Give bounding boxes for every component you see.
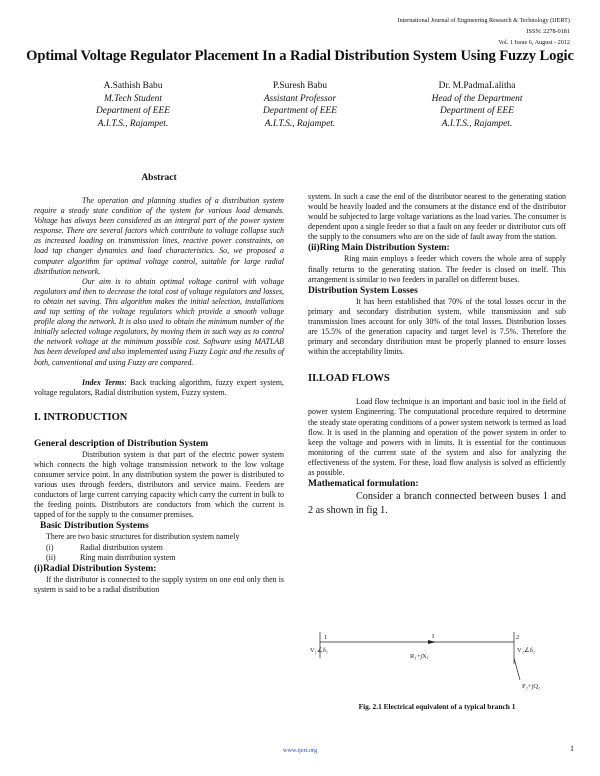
author-role: Head of the Department bbox=[431, 93, 523, 104]
index-terms-label: Index Terms bbox=[82, 377, 125, 387]
intro-paragraph-1: Distribution system is that part of the electric power system which connects the high voltage transmission network to the low voltage consumer service point. In any distribution system the power is distributed to various uses through feeders, distributors and service mains. Feeders are conductors of large current carrying capacity which carry the current in bulk to the feeding points. Distributors are conductors from which the current is tapped of for the supply to the consumer premises. bbox=[34, 449, 284, 520]
list-number: (i) bbox=[46, 542, 54, 552]
left-column bbox=[34, 172, 284, 595]
load-arrow bbox=[514, 658, 520, 680]
voltage-2: V₂∠δ₂ bbox=[517, 647, 536, 654]
load-flows-heading: II.LOAD FLOWS bbox=[308, 373, 390, 385]
sub-math-formulation: Mathematical formulation: bbox=[308, 479, 419, 490]
sub-radial-distribution: (i)Radial Distribution System: bbox=[34, 563, 157, 574]
author-inst: A.I.T.S., Rajampet. bbox=[441, 118, 513, 129]
list-text: Radial distribution system bbox=[80, 542, 163, 552]
losses-paragraph: It has been established that 70% of the total losses occur in the primary and secondary distribution system, while transmission and sub transmission lines account for only 30% of the total losses. Distribution losses are 15.5% of the generation capacity and target level is 7.5%. Therefore the primary and secondary distribution must be properly planned to ensure losses within the acceptability limits. bbox=[308, 296, 566, 357]
voltage-1: V₁∠δ₁ bbox=[310, 647, 329, 654]
author-dept: Department of EEE bbox=[263, 106, 337, 117]
paper-title: Optimal Voltage Regulator Placement In a Radial Distribution System Using Fuzzy Logic bbox=[26, 48, 574, 64]
intro-heading-text: I. INTRODUCTION bbox=[34, 411, 128, 423]
sub-ring-main: (ii)Ring Main Distribution System: bbox=[308, 243, 450, 254]
intro-heading bbox=[34, 412, 284, 424]
sub-general-description: General description of Distribution System bbox=[34, 438, 209, 449]
sub-basic-distribution: Basic Distribution Systems bbox=[40, 521, 149, 532]
figure-caption: Fig. 2.1 Electrical equivalent of a typical branch 1 bbox=[358, 702, 516, 711]
abstract-paragraph-1: The operation and planning studies of a distribution system require a steady state condition of the system for various load demands. Voltage has always been considered as an integral part of the power system response. There are several factors which contribute to voltage collapse such as increased loading on transmission lines, reactive power constraints, on load tap changer dynamics and load characteristics. So, we proposed a computer algorithm for optimal voltage control, suitable for large radial distribution network. bbox=[34, 196, 284, 276]
sub-losses: Distribution System Losses bbox=[308, 285, 418, 296]
index-terms bbox=[34, 378, 284, 398]
list-text: Ring main distribution system bbox=[80, 552, 176, 562]
load-flow-paragraph: Load flow technique is an important and basic tool in the field of power system Engineering. The computational procedure required to determine the steady state operating conditions of a power system network is termed as load flow. It is used in the planning and operation of the power system in order to keep the voltage and powers with in limits. It is essential for the continuous monitoring of the current state of the system and also for analyzing the effectiveness of the system. For these, load flow analysis is solved as efficiently as possible. bbox=[308, 397, 566, 477]
abstract-heading: Abstract bbox=[141, 173, 177, 183]
author-role: Assistant Professor bbox=[263, 93, 337, 104]
bus-1-label: 1 bbox=[324, 634, 328, 641]
right-column bbox=[308, 192, 566, 518]
math-paragraph: Consider a branch connected between buses 1 and 2 as shown in fig 1. bbox=[308, 491, 566, 517]
journal-name: International Journal of Engineering Research & Technology (IJERT) bbox=[397, 17, 570, 24]
current-arrow-icon bbox=[428, 640, 436, 644]
intro-paragraph-3: If the distributor is connected to the supply system on one end only then is system is said to be a radial distribution bbox=[34, 574, 284, 594]
author-role: M.Tech Student bbox=[104, 93, 162, 104]
author-1 bbox=[48, 80, 218, 130]
author-name: Dr. M.PadmaLalitha bbox=[438, 81, 516, 91]
author-name: P.Suresh Babu bbox=[272, 81, 328, 91]
author-dept: Department of EEE bbox=[440, 106, 514, 117]
author-3 bbox=[392, 80, 562, 130]
load-label: P₂+jQ₂ bbox=[522, 683, 541, 690]
page-number: 1 bbox=[570, 744, 574, 753]
author-inst: A.I.T.S., Rajampet. bbox=[264, 118, 336, 129]
list-item bbox=[34, 553, 284, 563]
branch-impedance: R₁+jX₁ bbox=[410, 653, 430, 660]
author-inst: A.I.T.S., Rajampet. bbox=[97, 118, 169, 129]
current-label: I bbox=[432, 633, 435, 640]
list-item bbox=[34, 543, 284, 553]
index-terms-text: : Back tracking algorithm, fuzzy expert system, voltage regulators, Radial distribution system, Fuzzy system. bbox=[34, 377, 284, 397]
footer-url[interactable]: www.ijert.org bbox=[282, 747, 318, 754]
radial-continuation: system. In such a case the end of the distributor nearest to the generating station would be heavily loaded and the consumers at the distance end of the distributor would be subjected to large voltage variations as the load varies. The consumer is dependent upon a single feeder so that a fault on any feeder or distributor cuts off the supply to the consumers who are on the side of fault away from the station. bbox=[308, 192, 566, 242]
intro-paragraph-2: There are two basic structures for distribution system namely bbox=[46, 532, 240, 542]
ring-paragraph: Ring main employs a feeder which covers the whole area of supply finally returns to the generating station. The feeder is closed on itself. This arrangement is similar to two feeders in parallel on different buses. bbox=[308, 254, 566, 284]
volume-issue: Vol. 1 Issue 6, August - 2012 bbox=[498, 39, 570, 47]
abstract-paragraph-2: Our aim is to obtain optimal voltage control with voltage regulators and then to decrease the total cost of voltage regulators and losses, to obtain net saving. This algorithm makes the initial selection, installations and tap setting of the voltage regulators which provide a smooth voltage profile along the network. It is also used to obtain the minimum number of the initially selected voltage regulators, by moving them in such way as to control the network voltage at the minimum possible cost. Software using MATLAB has been developed and also implemented using Fuzzy Logic and the results of both, conventional and using Fuzzy are compared. bbox=[34, 276, 284, 367]
list-number: (ii) bbox=[46, 552, 56, 562]
author-2 bbox=[215, 80, 385, 130]
running-header bbox=[398, 17, 570, 48]
author-dept: Department of EEE bbox=[96, 106, 170, 117]
bus-2-label: 2 bbox=[516, 634, 520, 641]
author-name: A.Sathish Babu bbox=[103, 81, 163, 91]
branch-figure bbox=[310, 628, 570, 698]
issn: ISSN: 2278-0181 bbox=[526, 28, 570, 36]
